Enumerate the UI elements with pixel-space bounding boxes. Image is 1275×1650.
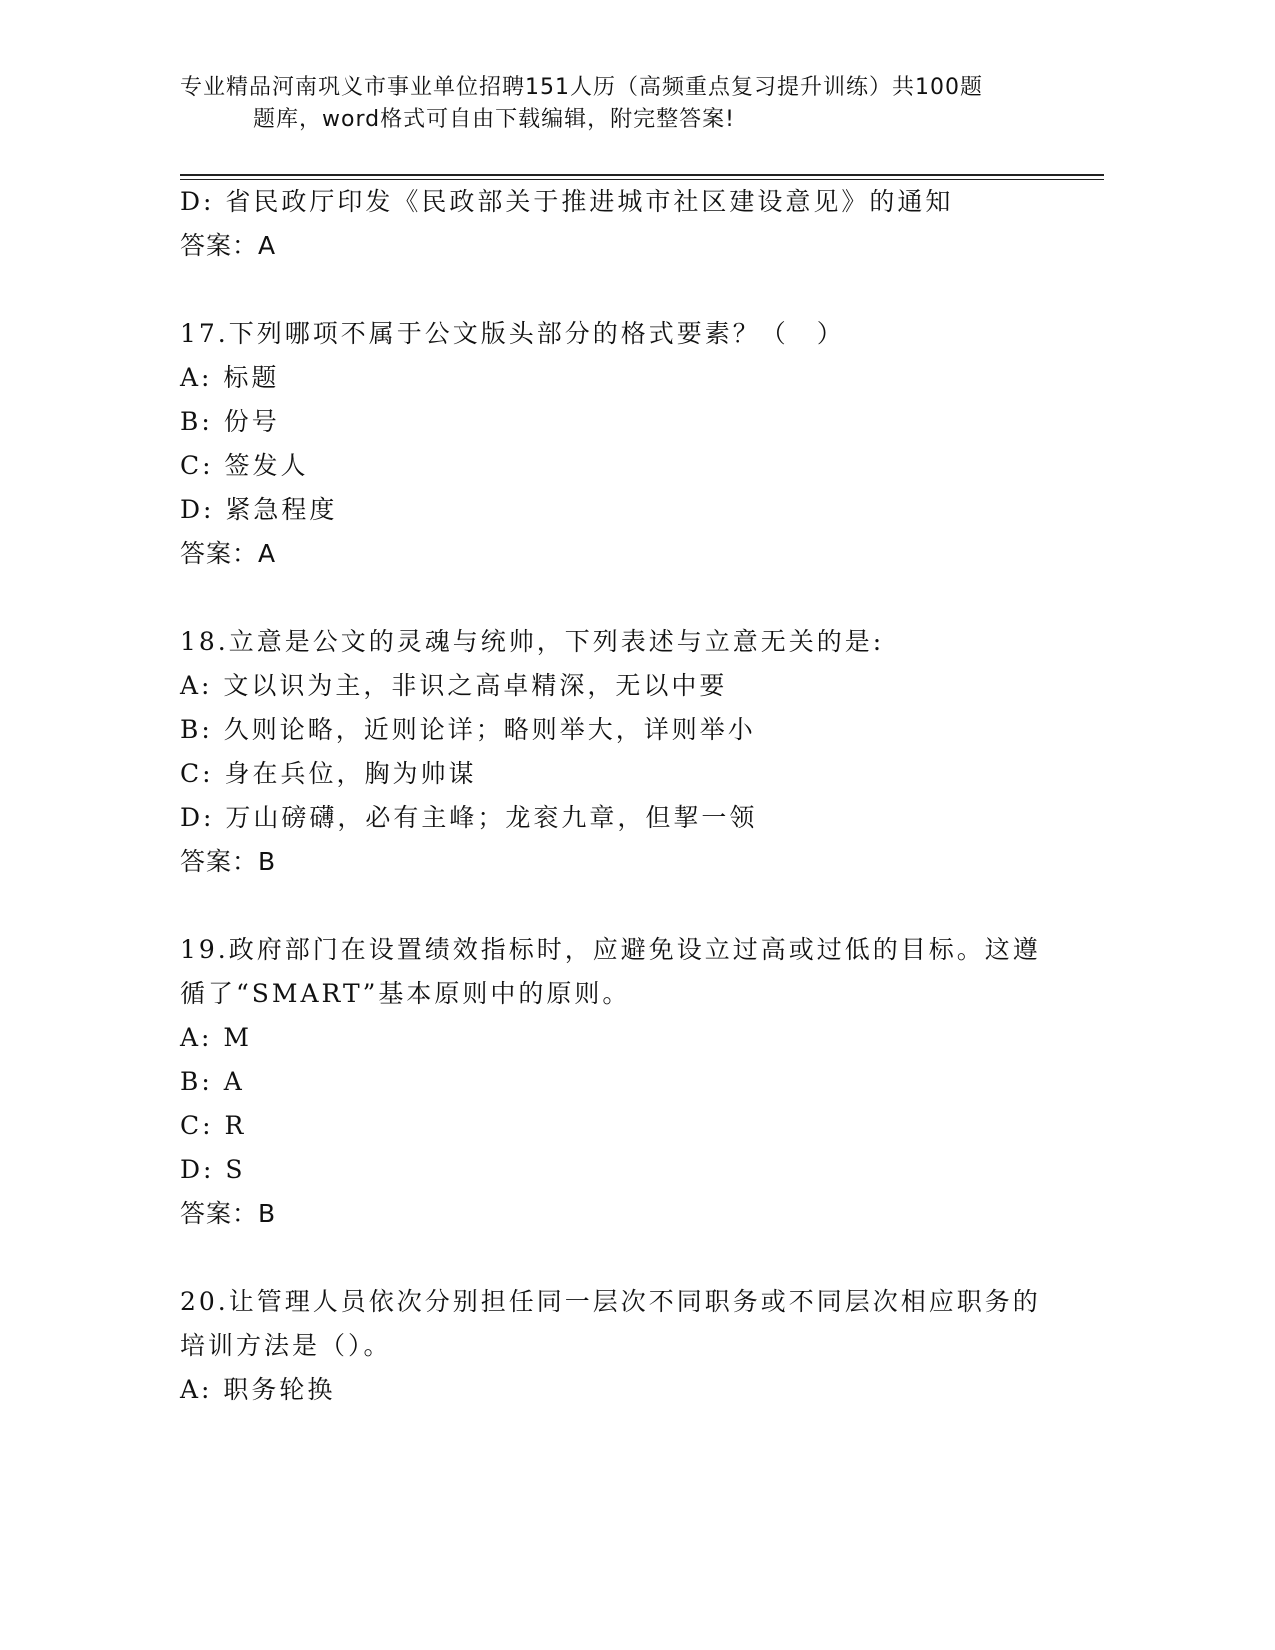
spacer <box>180 576 1060 620</box>
question-stem: 18.立意是公文的灵魂与统帅，下列表述与立意无关的是: <box>180 627 885 656</box>
option-a: A: 标题 <box>180 363 280 392</box>
option-a: A: 文以识为主，非识之高卓精深，无以中要 <box>180 671 728 700</box>
option-c: C: R <box>180 1111 247 1140</box>
header-title-line-1: 专业精品河南巩义市事业单位招聘151人历（高频重点复习提升训练）共100题 <box>180 75 983 100</box>
document-header <box>180 72 1040 136</box>
question-17 <box>180 312 1060 576</box>
question-stem-line-1: 19.政府部门在设置绩效指标时，应避免设立过高或过低的目标。这遵 <box>180 935 1041 964</box>
option-a: A: M <box>180 1023 253 1052</box>
question-stem-line-1: 20.让管理人员依次分别担任同一层次不同职务或不同层次相应职务的 <box>180 1287 1041 1316</box>
spacer <box>180 884 1060 928</box>
answer-label: 答案：B <box>180 1199 277 1228</box>
option-d: D: 万山磅礴，必有主峰；龙衮九章，但挈一领 <box>180 803 758 832</box>
question-19 <box>180 928 1060 1236</box>
option-b: B: 份号 <box>180 407 280 436</box>
question-stem: 17.下列哪项不属于公文版头部分的格式要素？（ ） <box>180 319 845 348</box>
header-divider-thick <box>180 174 1104 176</box>
option-b: B: 久则论略，近则论详；略则举大，详则举小 <box>180 715 756 744</box>
question-list <box>180 180 1060 1412</box>
spacer <box>180 268 1060 312</box>
option-b: B: A <box>180 1067 245 1096</box>
option-a: A: 职务轮换 <box>180 1375 336 1404</box>
question-18 <box>180 620 1060 884</box>
option-c: C: 签发人 <box>180 451 309 480</box>
option-d: D: 紧急程度 <box>180 495 338 524</box>
answer-label: 答案：A <box>180 539 277 568</box>
spacer <box>180 1236 1060 1280</box>
question-stem-line-2: 循了“SMART”基本原则中的原则。 <box>180 979 631 1008</box>
option-d: D: S <box>180 1155 246 1184</box>
question-stem-line-2: 培训方法是（）。 <box>180 1331 392 1360</box>
header-title-line-2: 题库，word格式可自由下载编辑，附完整答案! <box>253 107 735 132</box>
option-d: D: 省民政厅印发《民政部关于推进城市社区建设意见》的通知 <box>180 187 954 216</box>
answer-label: 答案：A <box>180 231 277 260</box>
answer-label: 答案：B <box>180 847 277 876</box>
question-20 <box>180 1280 1060 1412</box>
question-16-tail <box>180 180 1060 268</box>
option-c: C: 身在兵位，胸为帅谋 <box>180 759 477 788</box>
